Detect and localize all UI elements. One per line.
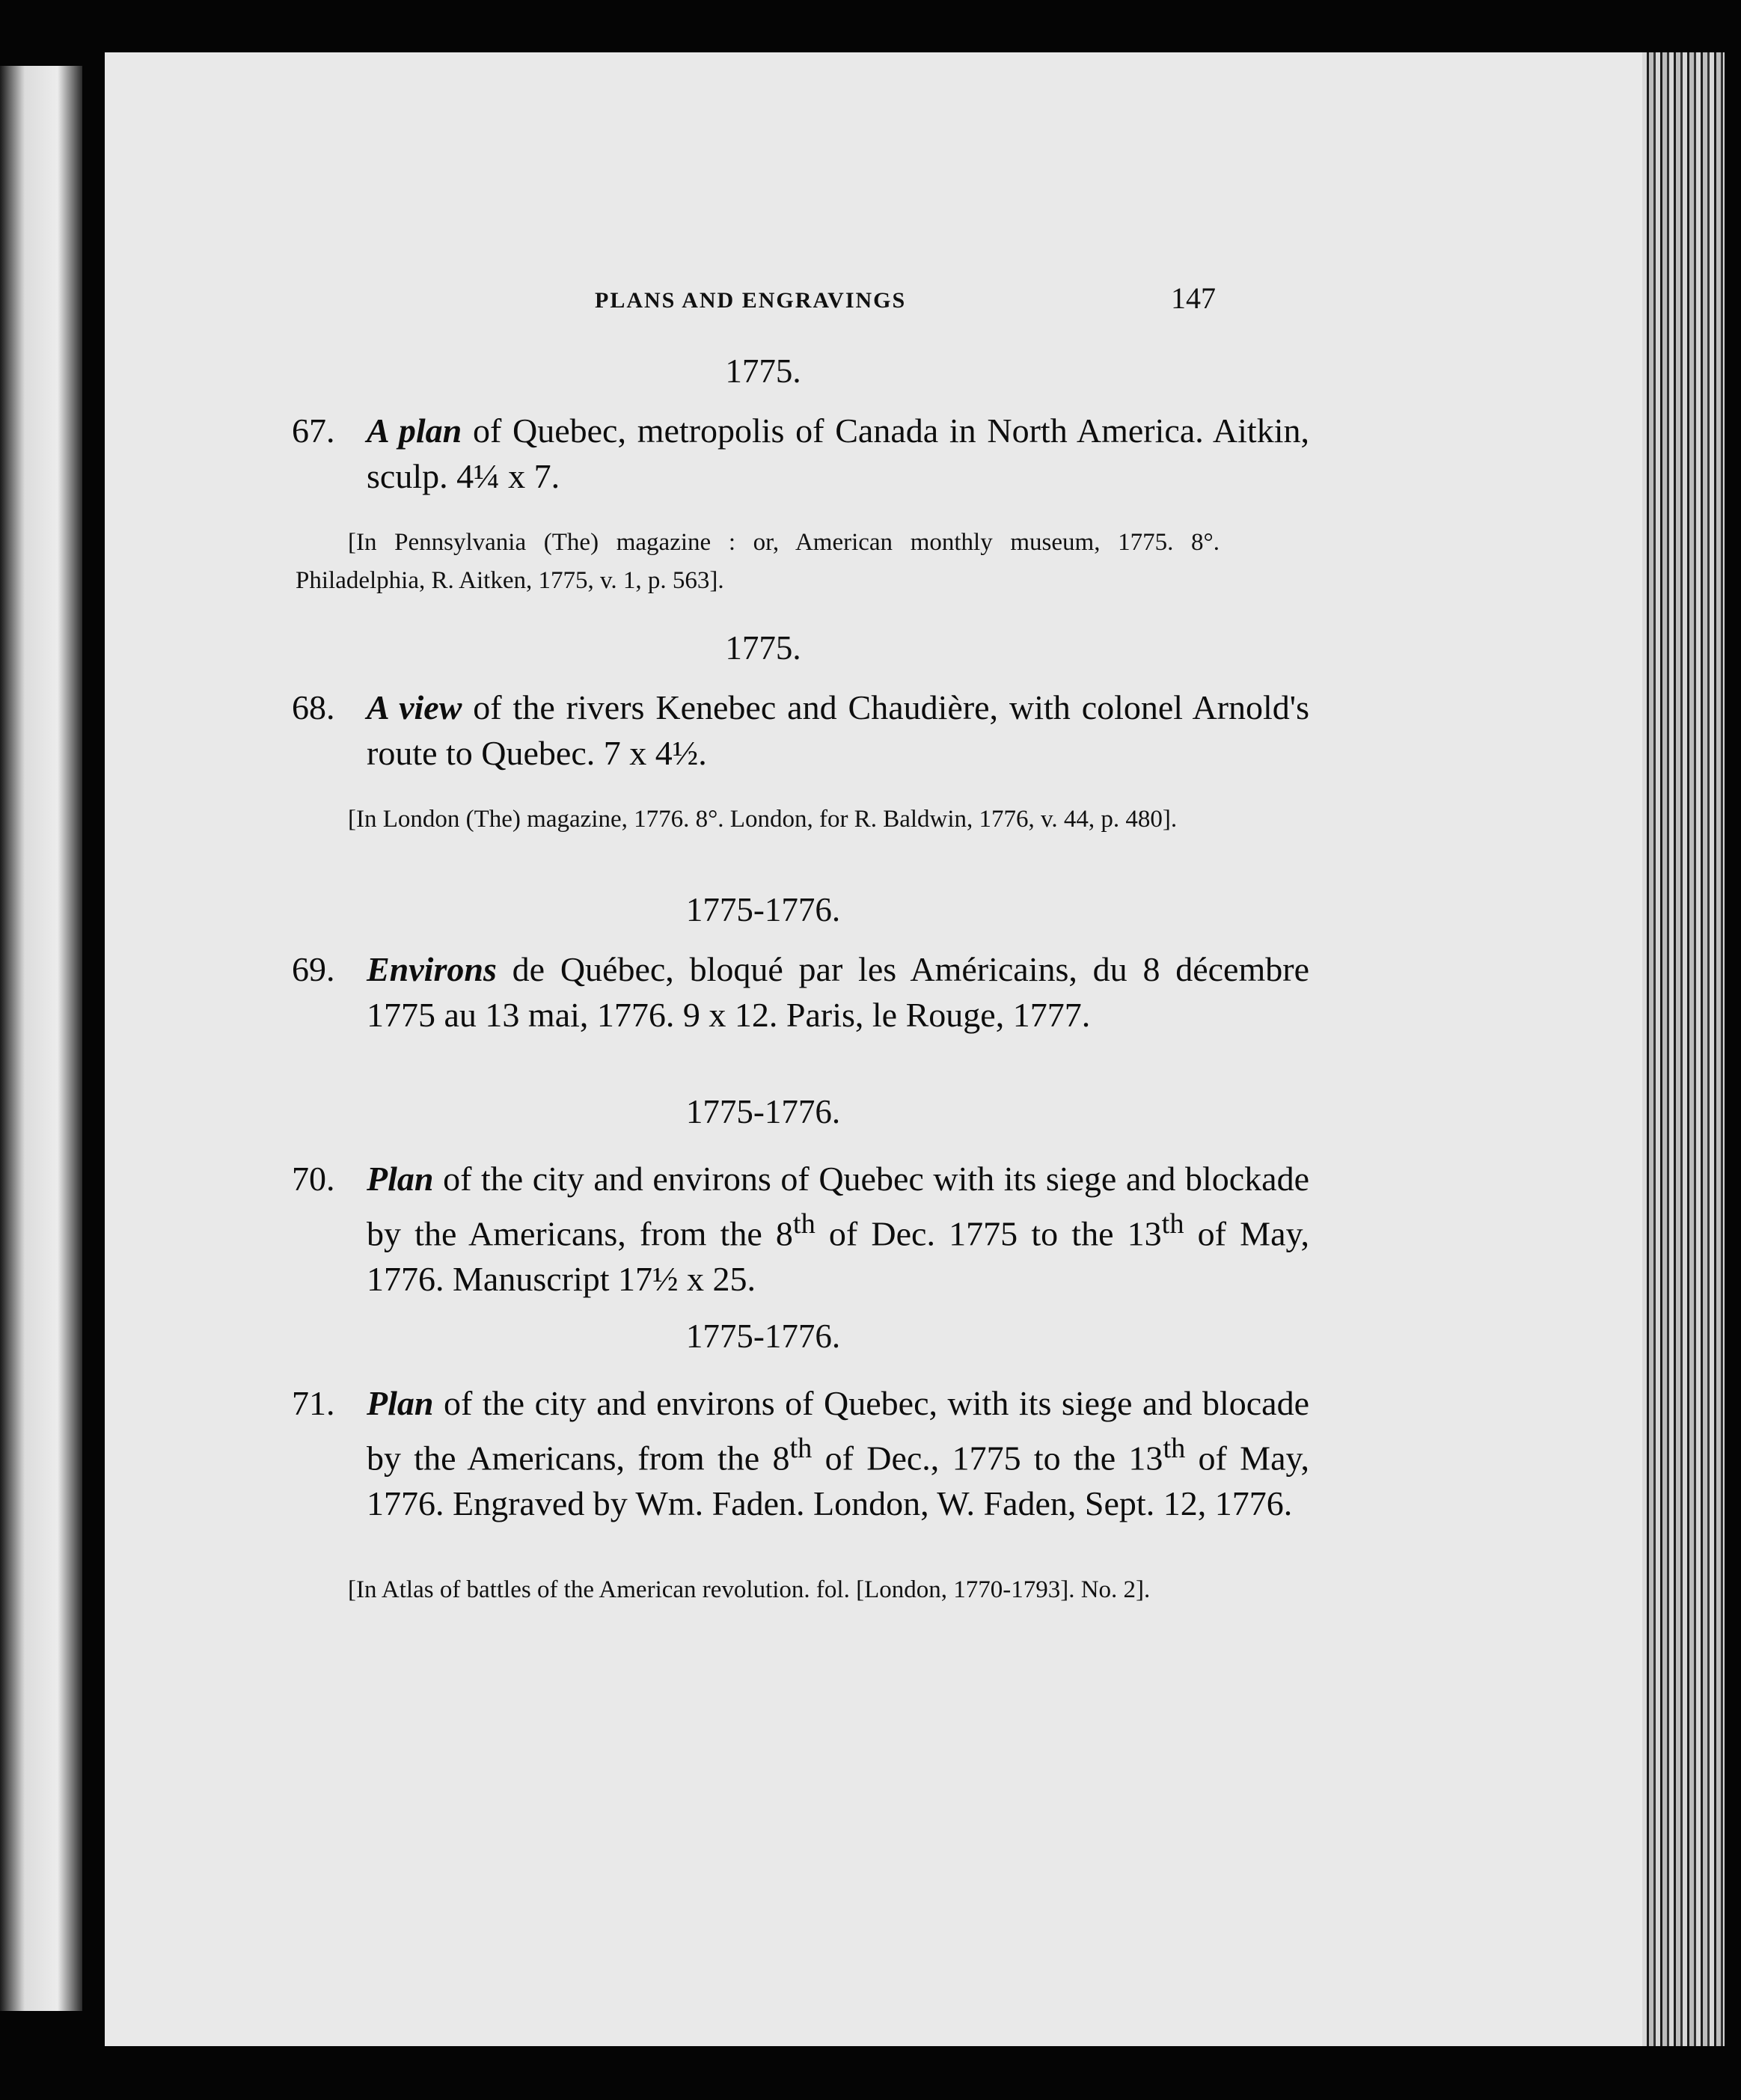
- entry-68-number: 68.: [292, 688, 335, 726]
- entry-70-text-a: of the city and environs of Quebec with its siege and blockade by the Americans, from the 8: [367, 1160, 1309, 1253]
- entry-71-title: Plan: [367, 1384, 434, 1422]
- entry-68-year: 1775.: [725, 629, 801, 667]
- entry-69-year: 1775-1776.: [685, 891, 841, 928]
- entry-71-number: 71.: [292, 1384, 335, 1422]
- entry-70-text-c: of May, 1776. Manuscript 17½ x 25.: [367, 1214, 1310, 1299]
- entry-69-title: Environs: [367, 950, 497, 988]
- entry-70-sup-b: th: [1161, 1208, 1184, 1240]
- entry-71-text-b: of Dec., 1775 to the 13: [812, 1439, 1163, 1478]
- book-page-edges: [1642, 52, 1725, 2046]
- previous-page-edge: [0, 66, 82, 2011]
- entry-71-sup-b: th: [1163, 1433, 1186, 1464]
- entry-67-title: A plan: [367, 411, 462, 450]
- entry-70-text-b: of Dec. 1775 to the 13: [815, 1214, 1162, 1253]
- entry-68-note: [In London (The) magazine, 1776. 8°. London, for R. Baldwin, 1776, v. 44, p. 480].: [348, 806, 1178, 833]
- entry-67-year: 1775.: [725, 352, 801, 390]
- entry-69-text: de Québec, bloqué par les Américains, du 8 décembre 1775 au 13 mai, 1776. 9 x 12. Paris, le Rouge, 1777.: [367, 950, 1309, 1034]
- entry-71-sup-a: th: [789, 1433, 813, 1464]
- entry-70-sup-a: th: [792, 1208, 816, 1240]
- entry-67: [292, 408, 1309, 499]
- entry-71-note: [In Atlas of battles of the American revolution. fol. [London, 1770-1793]. No. 2].: [348, 1576, 1151, 1603]
- entry-71: [292, 1380, 1309, 1526]
- entry-67-note: [In Pennsylvania (The) magazine : or, American monthly museum, 1775. 8°. Philadelphia, R. Aitken, 1775, v. 1, p. 563].: [296, 529, 1220, 594]
- entry-67-number: 67.: [292, 411, 335, 450]
- entry-70-number: 70.: [292, 1160, 335, 1198]
- entry-69: [292, 946, 1309, 1038]
- entry-70: [292, 1156, 1309, 1302]
- entry-70-year: 1775-1776.: [685, 1093, 841, 1130]
- running-head: PLANS AND ENGRAVINGS: [595, 288, 907, 313]
- entry-71-year: 1775-1776.: [685, 1317, 841, 1355]
- entry-70-title: Plan: [367, 1160, 434, 1198]
- entry-68-text: of the rivers Kenebec and Chaudière, with colonel Arnold's route to Quebec. 7 x 4½.: [367, 688, 1309, 772]
- entry-68: [292, 685, 1309, 776]
- entry-71-text-a: of the city and environs of Quebec, with its siege and blocade by the Americans, from the 8: [367, 1384, 1309, 1478]
- entry-68-title: A view: [367, 688, 462, 726]
- page-number: 147: [1171, 281, 1216, 315]
- entry-69-number: 69.: [292, 950, 335, 988]
- entry-67-text: of Quebec, metropolis of Canada in North America. Aitkin, sculp. 4¼ x 7.: [367, 411, 1309, 495]
- entry-71-text-c: of May, 1776. Engraved by Wm. Faden. London, W. Faden, Sept. 12, 1776.: [367, 1439, 1309, 1523]
